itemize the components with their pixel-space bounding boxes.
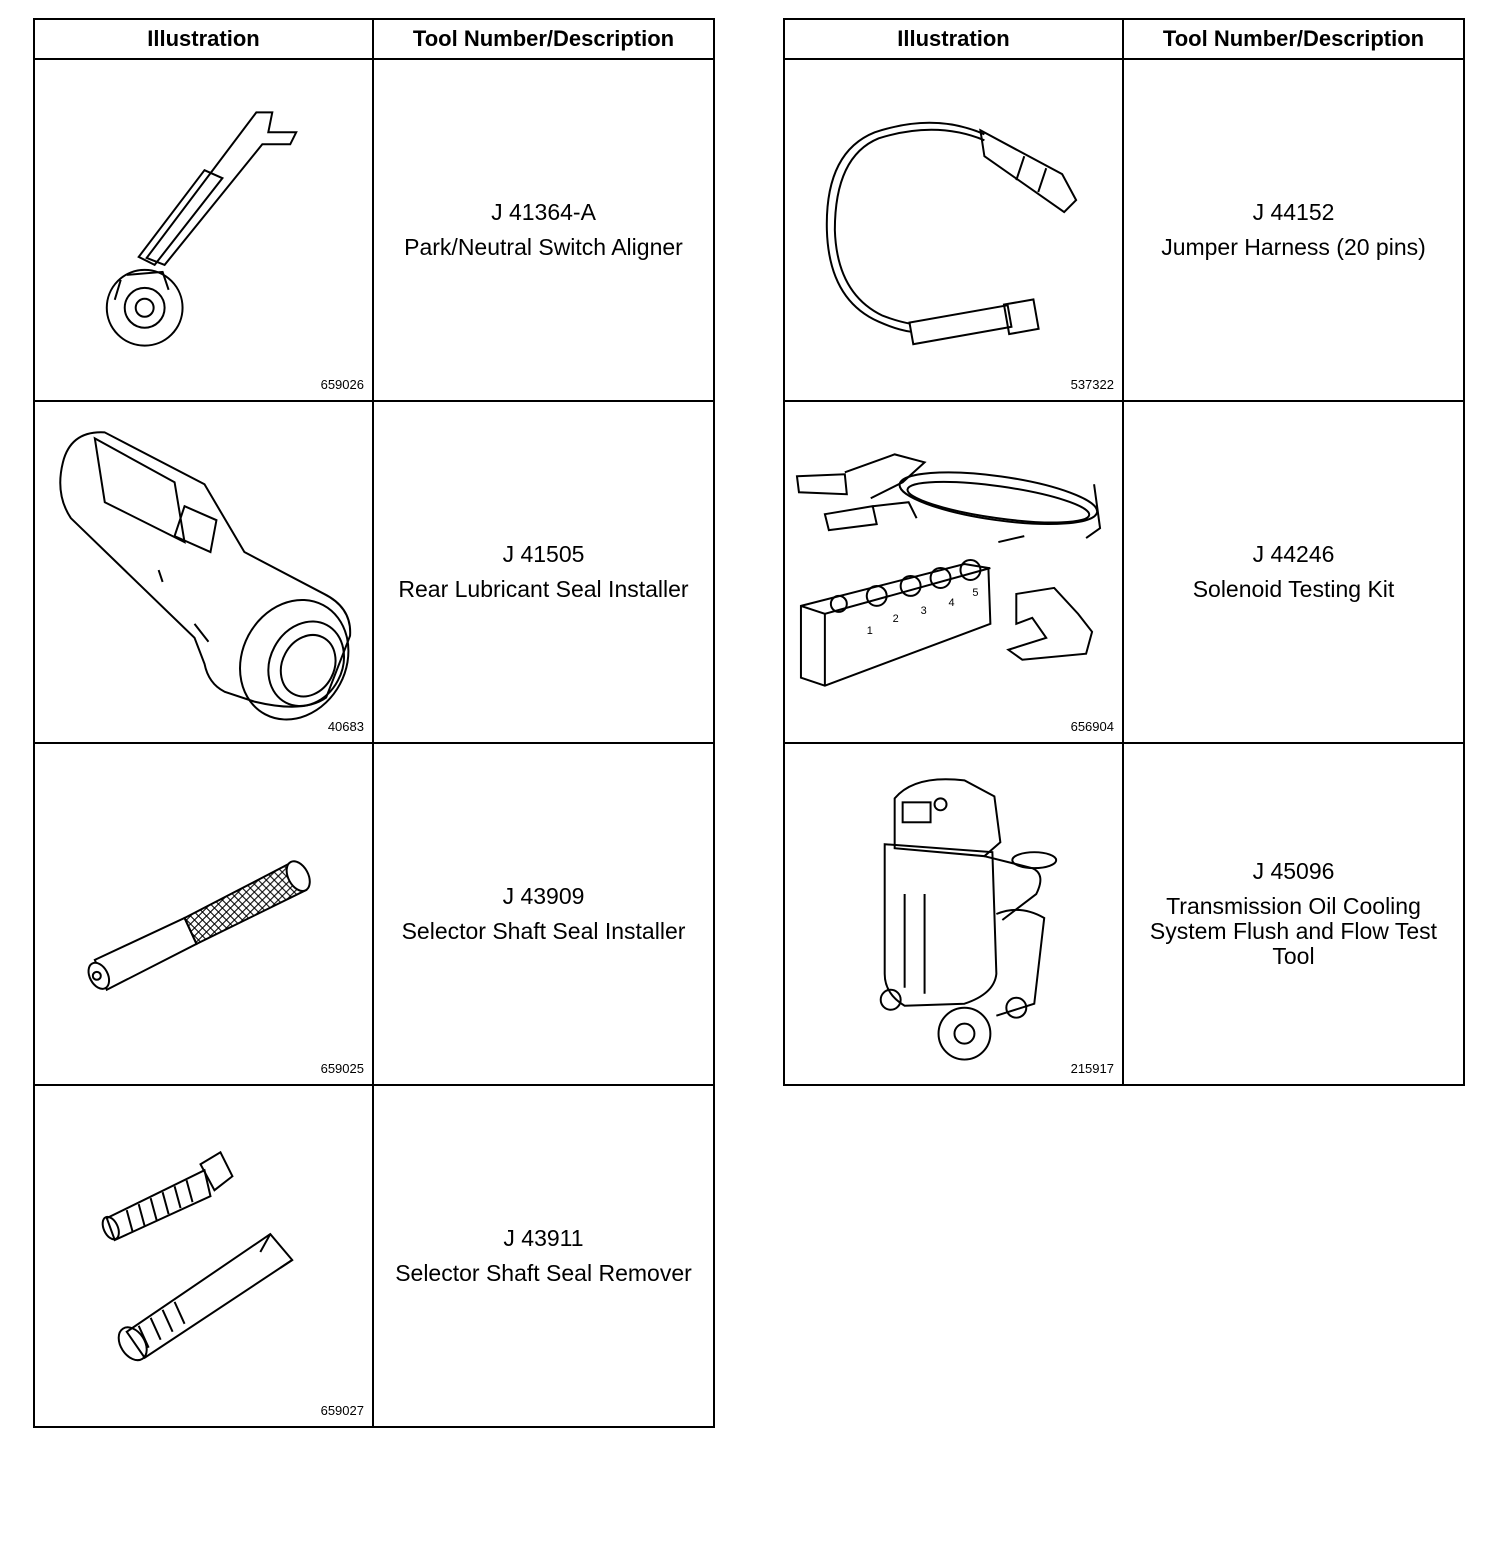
description-cell (1123, 59, 1464, 401)
table-row (34, 59, 714, 401)
table-row (34, 743, 714, 1085)
illustration-cell (34, 1085, 373, 1427)
tool-number: J 45096 (1252, 858, 1335, 884)
tool-description: Selector Shaft Seal Remover (395, 1260, 692, 1286)
header-row (784, 19, 1464, 59)
tool-description: Solenoid Testing Kit (1192, 576, 1395, 602)
tool-description: Park/Neutral Switch Aligner (404, 234, 683, 260)
tool-description: Jumper Harness (20 pins) (1161, 234, 1426, 260)
svg-text:4: 4 (948, 596, 955, 609)
description-cell (373, 401, 714, 743)
figure-number: 537322 (1070, 377, 1114, 392)
tool-number: J 44152 (1252, 199, 1335, 225)
shaft-seal-installer-icon (35, 744, 372, 1084)
tool-number: J 43911 (503, 1225, 584, 1251)
figure-number: 656904 (1070, 719, 1114, 734)
description-cell (373, 743, 714, 1085)
table-row (784, 401, 1464, 743)
description-cell (373, 59, 714, 401)
tool-description: Rear Lubricant Seal Installer (398, 576, 689, 602)
illustration-cell (34, 401, 373, 743)
description-cell (1123, 743, 1464, 1085)
illustration-cell (34, 59, 373, 401)
tool-number: J 44246 (1252, 541, 1335, 567)
table-row (784, 59, 1464, 401)
description-cell (373, 1085, 714, 1427)
tool-table-right (783, 18, 1465, 1086)
tool-number: J 43909 (502, 883, 585, 909)
tool-description: Transmission Oil Cooling System Flush and Flow Test Tool (1149, 893, 1438, 969)
tool-description: Selector Shaft Seal Installer (401, 918, 686, 944)
header-tool-number-description: Tool Number/Description (1123, 19, 1464, 59)
illustration-cell (784, 59, 1123, 401)
flush-flow-test-cart-icon (785, 744, 1122, 1084)
illustration-cell (34, 743, 373, 1085)
table-row (784, 743, 1464, 1085)
tool-table-left (33, 18, 715, 1428)
header-illustration: Illustration (34, 19, 373, 59)
header-illustration: Illustration (784, 19, 1123, 59)
header-tool-number-description: Tool Number/Description (373, 19, 714, 59)
table-row (34, 401, 714, 743)
jumper-harness-icon (785, 60, 1122, 400)
tool-number: J 41505 (502, 541, 585, 567)
svg-text:3: 3 (920, 604, 927, 617)
tool-number: J 41364-A (491, 199, 596, 225)
description-cell (1123, 401, 1464, 743)
figure-number: 215917 (1070, 1061, 1114, 1076)
solenoid-testing-kit-icon (785, 402, 1122, 742)
figure-number: 40683 (327, 719, 364, 734)
figure-number: 659026 (320, 377, 364, 392)
svg-text:5: 5 (972, 586, 979, 599)
header-row (34, 19, 714, 59)
seal-installer-icon (35, 402, 372, 742)
figure-number: 659025 (320, 1061, 364, 1076)
svg-text:2: 2 (892, 612, 899, 625)
park-neutral-switch-aligner-icon (35, 60, 372, 400)
seal-remover-icon (35, 1086, 372, 1426)
illustration-cell (784, 401, 1123, 743)
svg-text:1: 1 (866, 624, 873, 637)
figure-number: 659027 (320, 1403, 364, 1418)
illustration-cell (784, 743, 1123, 1085)
table-row (34, 1085, 714, 1427)
